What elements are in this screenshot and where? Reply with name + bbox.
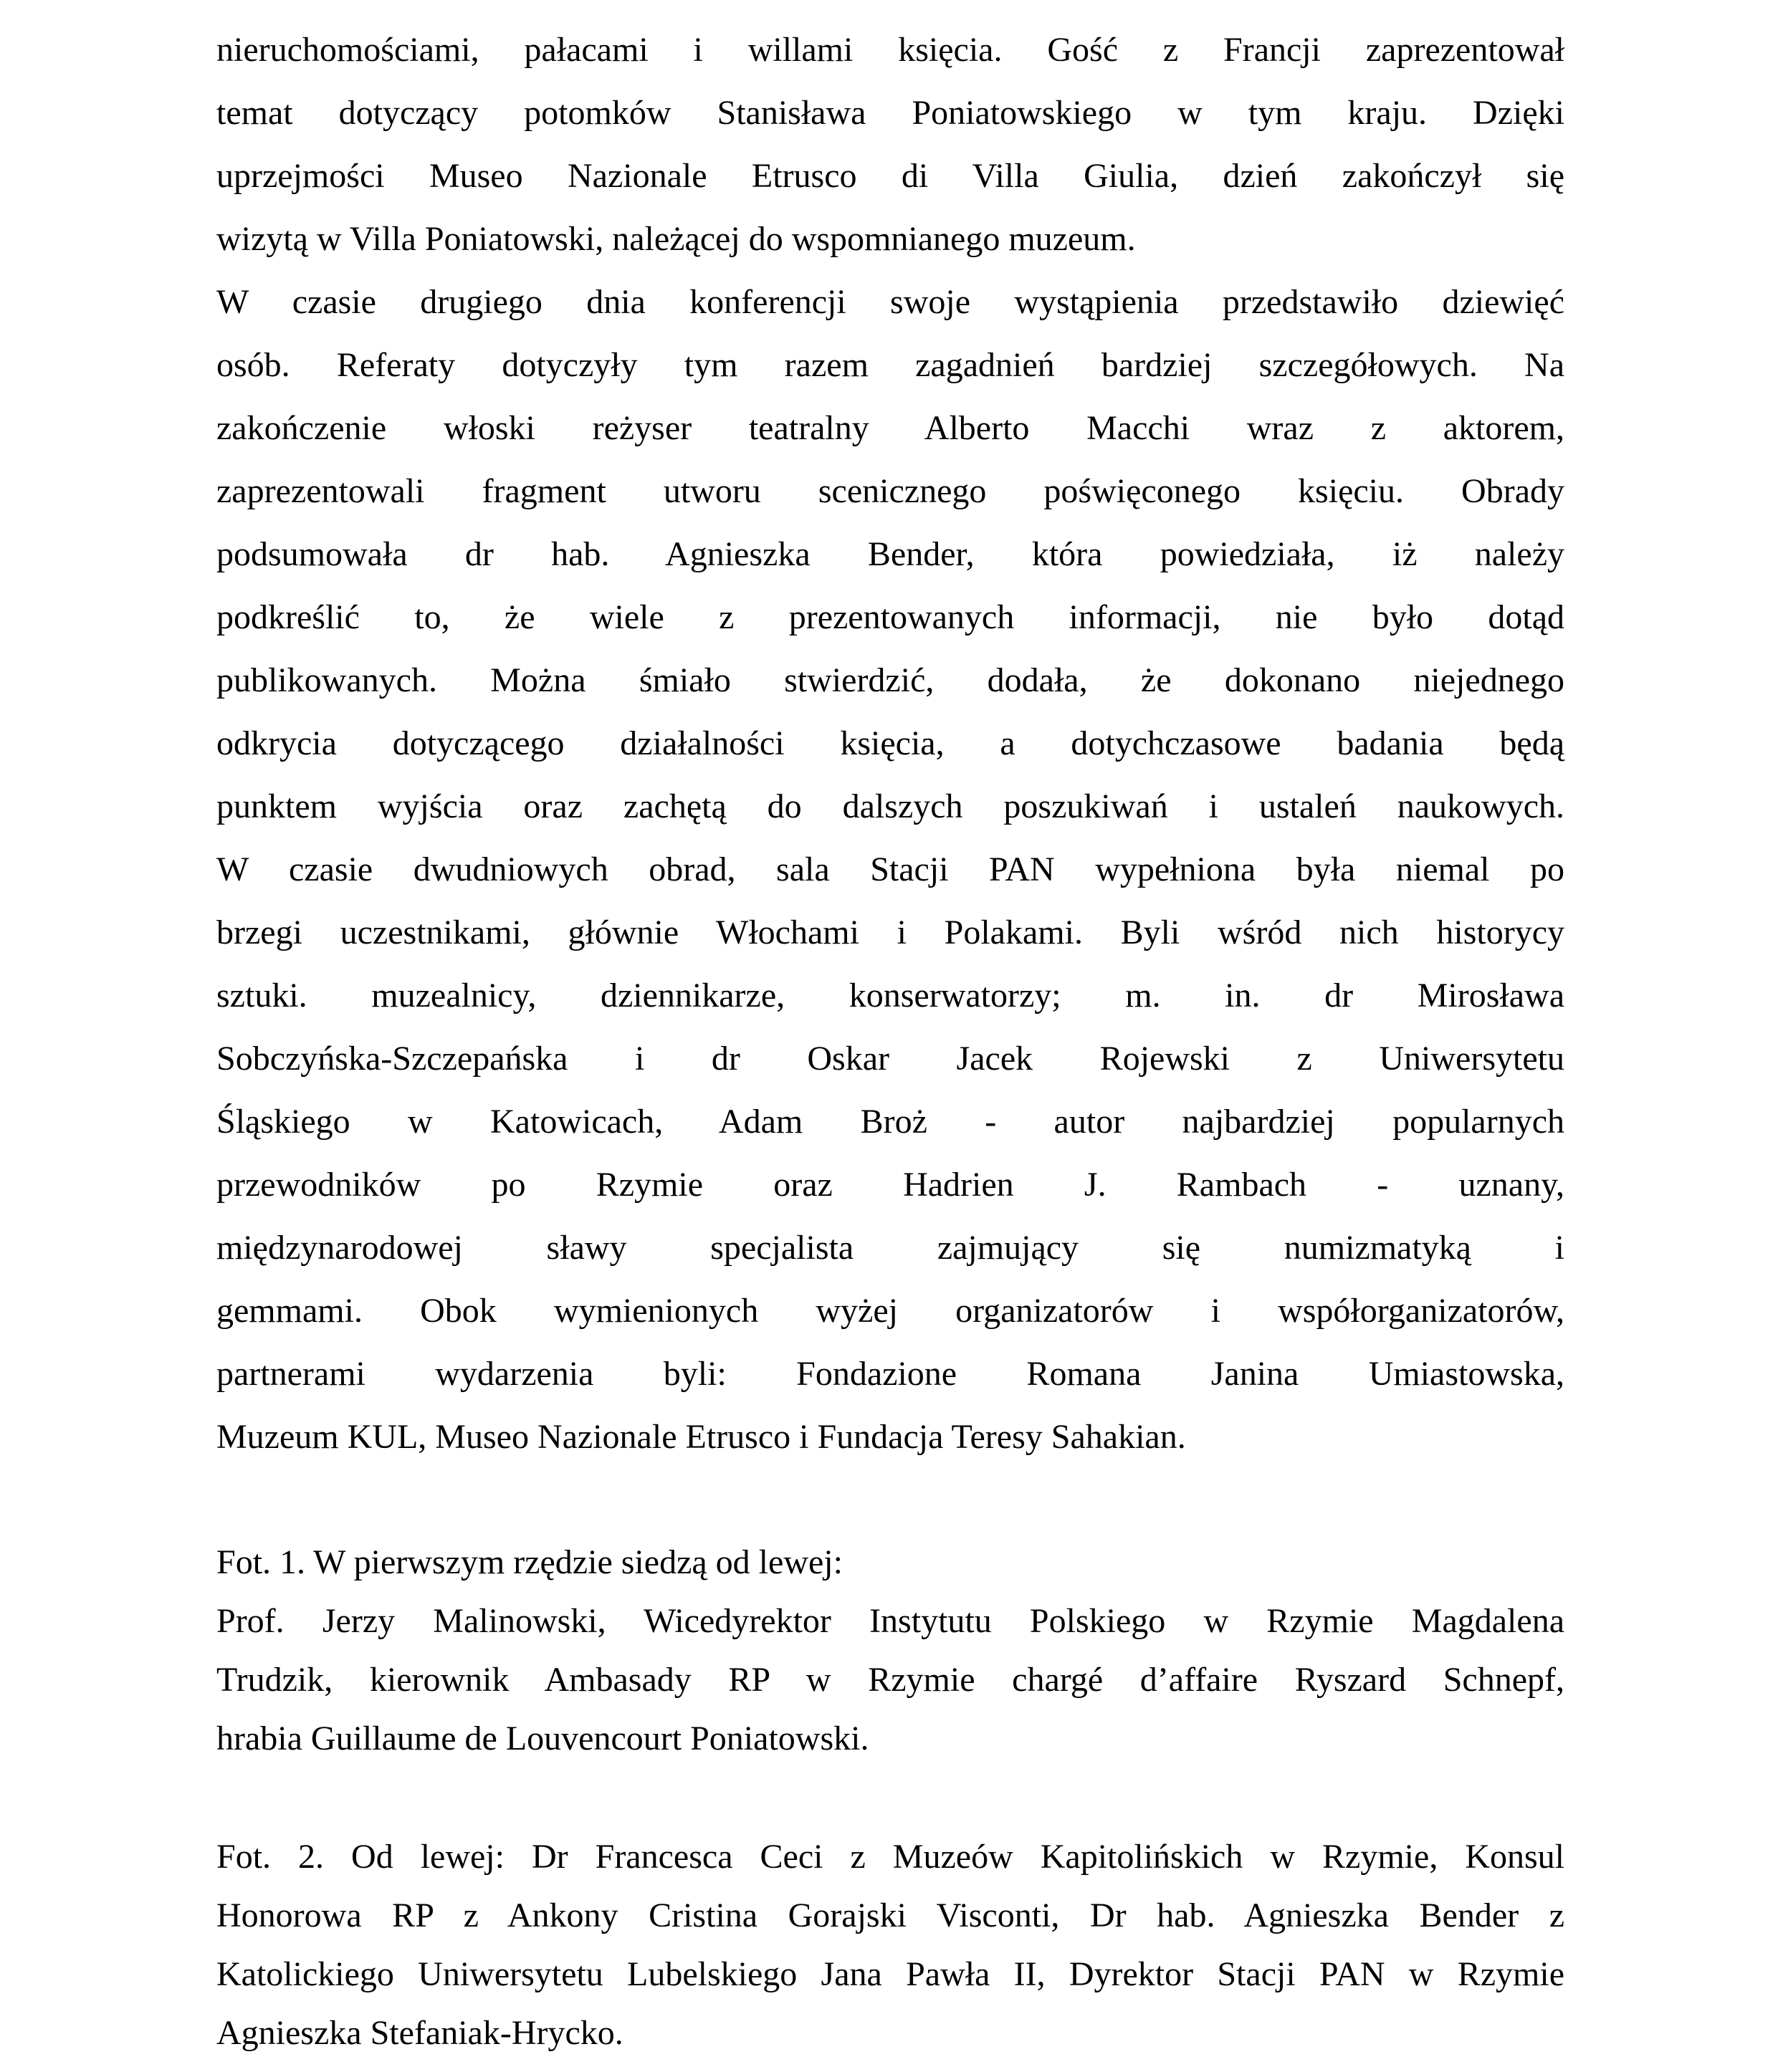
text-line: Katolickiego Uniwersytetu Lubelskiego Jana Pawła II, Dyrektor Stacji PAN w Rzymie [216, 1955, 1564, 1993]
paragraph-2 [216, 271, 1564, 838]
text-line: partnerami wydarzenia byli: Fondazione Romana Janina Umiastowska, [216, 1355, 1564, 1393]
text-line: zakończenie włoski reżyser teatralny Alberto Macchi wraz z aktorem, [216, 409, 1564, 447]
text-line: Agnieszka Stefaniak-Hrycko. [216, 2014, 623, 2052]
text-line: odkrycia dotyczącego działalności księcia, a dotychczasowe badania będą [216, 724, 1564, 762]
text-line: punktem wyjścia oraz zachętą do dalszych poszukiwań i ustaleń naukowych. [216, 787, 1564, 825]
text-line: uprzejmości Museo Nazionale Etrusco di Villa Giulia, dzień zakończył się [216, 157, 1564, 195]
text-line: Śląskiego w Katowicach, Adam Broż - autor najbardziej popularnych [216, 1103, 1564, 1141]
text-line: Muzeum KUL, Museo Nazionale Etrusco i Fundacja Teresy Sahakian. [216, 1418, 1186, 1456]
text-line: Fot. 2. Od lewej: Dr Francesca Ceci z Muzeów Kapitolińskich w Rzymie, Konsul [216, 1838, 1564, 1876]
text-line: brzegi uczestnikami, głównie Włochami i Polakami. Byli wśród nich historycy [216, 913, 1564, 951]
text-line: osób. Referaty dotyczyły tym razem zagadnień bardziej szczegółowych. Na [216, 346, 1564, 384]
photo-caption-1 [216, 1533, 1564, 1768]
text-line: W czasie dwudniowych obrad, sala Stacji PAN wypełniona była niemal po [216, 850, 1564, 888]
text-line: zaprezentowali fragment utworu scenicznego poświęconego księciu. Obrady [216, 472, 1564, 510]
text-line: wizytą w Villa Poniatowski, należącej do wspomnianego muzeum. [216, 220, 1136, 258]
text-line: sztuki. muzealnicy, dziennikarze, konserwatorzy; m. in. dr Mirosława [216, 977, 1564, 1015]
text-line: Prof. Jerzy Malinowski, Wicedyrektor Instytutu Polskiego w Rzymie Magdalena [216, 1602, 1564, 1640]
text-line: przewodników po Rzymie oraz Hadrien J. Rambach - uznany, [216, 1166, 1564, 1204]
text-line: międzynarodowej sławy specjalista zajmujący się numizmatyką i [216, 1229, 1564, 1267]
text-line: publikowanych. Można śmiało stwierdzić, dodała, że dokonano niejednego [216, 661, 1564, 699]
text-line: hrabia Guillaume de Louvencourt Poniatowski. [216, 1720, 869, 1757]
paragraph-3 [216, 838, 1564, 1469]
text-line: temat dotyczący potomków Stanisława Poniatowskiego w tym kraju. Dzięki [216, 94, 1564, 132]
photo-caption-2 [216, 1828, 1564, 2063]
text-line: podkreślić to, że wiele z prezentowanych informacji, nie było dotąd [216, 598, 1564, 636]
paragraph-1 [216, 19, 1564, 271]
text-line: Fot. 1. W pierwszym rzędzie siedzą od lewej: [216, 1543, 843, 1581]
text-line: Sobczyńska-Szczepańska i dr Oskar Jacek Rojewski z Uniwersytetu [216, 1040, 1564, 1078]
text-line: nieruchomościami, pałacami i willami księcia. Gość z Francji zaprezentował [216, 31, 1564, 69]
text-line: Honorowa RP z Ankony Cristina Gorajski Visconti, Dr hab. Agnieszka Bender z [216, 1896, 1564, 1934]
text-line: W czasie drugiego dnia konferencji swoje wystąpienia przedstawiło dziewięć [216, 283, 1564, 321]
text-line: podsumowała dr hab. Agnieszka Bender, która powiedziała, iż należy [216, 535, 1564, 573]
text-line: gemmami. Obok wymienionych wyżej organizatorów i współorganizatorów, [216, 1292, 1564, 1330]
text-line: Trudzik, kierownik Ambasady RP w Rzymie chargé d’affaire Ryszard Schnepf, [216, 1661, 1564, 1699]
